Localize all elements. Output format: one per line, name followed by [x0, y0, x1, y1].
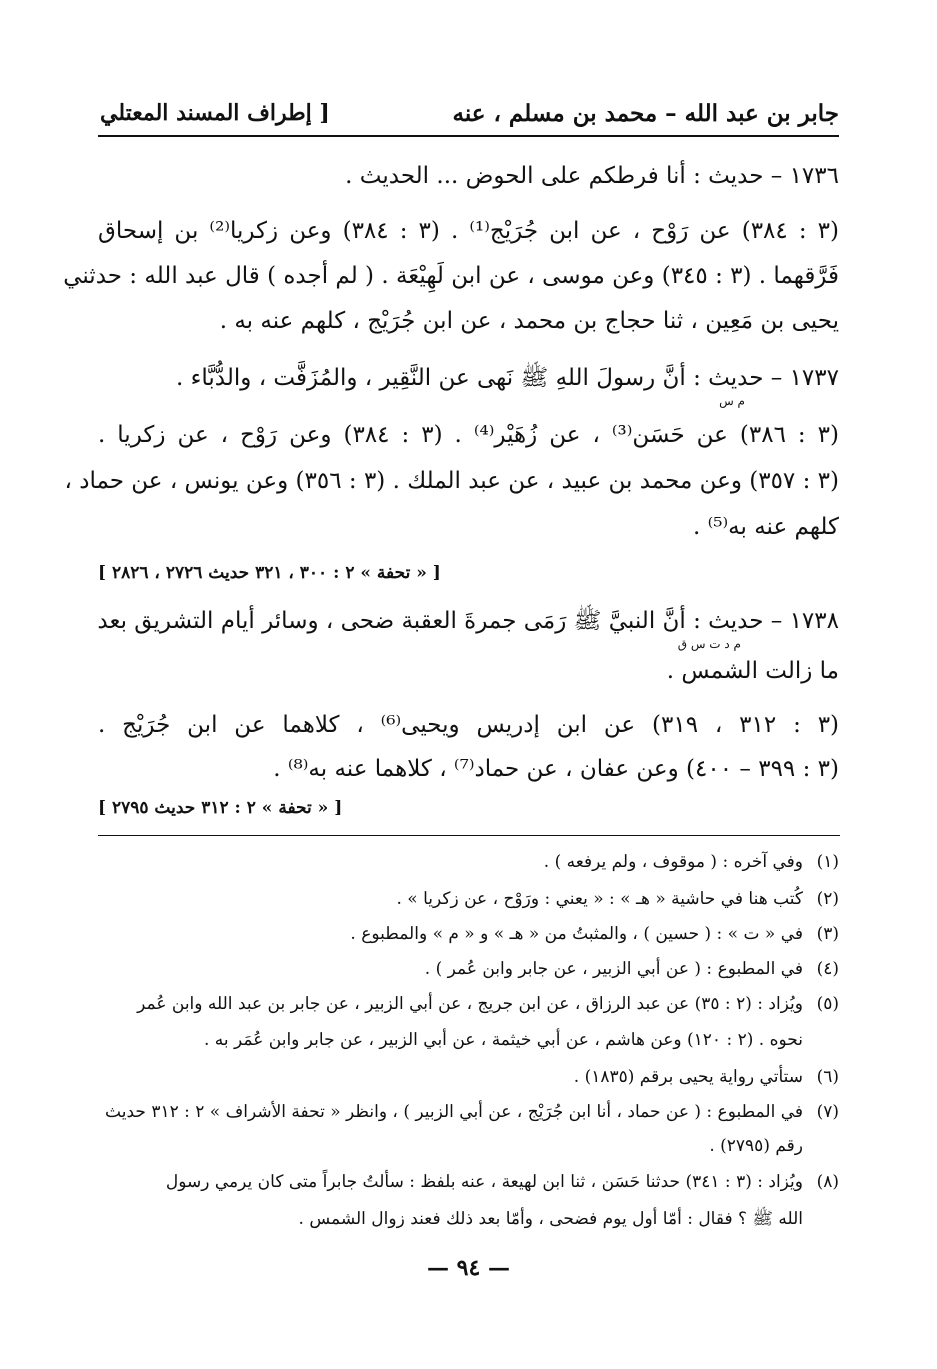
entry-1737-line-1: ١٧٣٧ – حديث : أنَّ رسولَ اللهِ ﷺ نَهى عن النَّقِير ، والمُزَفَّت ، والدُّبَّاء . [175, 365, 839, 391]
footnote-number: (١) [816, 852, 839, 872]
entry-1738-line-2: ما زالت الشمس . [666, 658, 839, 684]
entry-1737-line-3: (٣ : ٣٥٧) وعن محمد بن عبيد ، عن عبد الملك . (٣ : ٣٥٦) وعن يونس ، عن حماد ، [64, 468, 839, 494]
entry-1737-line-4: كلهم عنه به⁽⁵⁾ . [693, 514, 839, 540]
footnote-8-continuation: الله ﷺ ؟ فقال : أمّا أول يوم فضحى ، وأمّا بعد ذلك فعند زوال الشمس . [298, 1209, 803, 1229]
footnote-text: كُتب هنا في حاشية « هـ » : « يعني : ورَوْح ، عن زكريا » . [396, 889, 803, 909]
footnote-rule [98, 835, 840, 836]
entry-1738-line-3: (٣ : ٣١٢ ، ٣١٩) عن ابن إدريس ويحيى⁽⁶⁾ ، كلاهما عن ابن جُرَيْج . [98, 712, 840, 738]
footnote-text: في المطبوع : ( عن أبي الزبير ، عن جابر وابن عُمر ) . [424, 959, 803, 979]
entry-1737-tuhfa-ref: [ « تحفة » ٢ : ٣٠٠ ، ٣٢١ حديث ٢٧٢٦ ، ٢٨٢٦ ] [98, 563, 441, 583]
footnote-3 [98, 925, 839, 945]
entry-1738-line-1: ١٧٣٨ – حديث : أنَّ النبيَّ ﷺ رَمَى جمرةَ العقبة ضحى ، وسائر أيام التشريق بعد [97, 608, 839, 634]
footnote-4 [98, 960, 839, 980]
footnote-5-continuation: نحوه . (٢ : ١٢٠) وعن هاشم ، عن أبي خيثمة ، عن أبي الزبير ، عن جابر وابن عُمَر به . [203, 1030, 803, 1050]
footnote-text: وفي آخره : ( موقوف ، ولم يرفعه ) . [543, 852, 803, 872]
footnote-number: (٣) [816, 924, 839, 944]
footnote-number: (٢) [816, 889, 839, 909]
footnote-5 [98, 995, 839, 1015]
footnote-text: في المطبوع : ( عن حماد ، أنا ابن جُرَيْج ، عن أبي الزبير ) ، وانظر « تحفة الأشراف » ٢ : ٣١٢ حديث [105, 1102, 803, 1122]
footnote-6 [98, 1068, 839, 1088]
running-title: جابر بن عبد الله – محمد بن مسلم ، عنه [452, 100, 839, 127]
footnote-text: ويُزاد : (٣ : ٣٤١) حدثنا حَسَن ، ثنا ابن لهيعة ، عنه بلفظ : سألتُ جابراً متى كان يرمي رسول [165, 1172, 803, 1192]
footnote-number: (٧) [816, 1102, 839, 1122]
footnote-1 [98, 853, 839, 873]
entry-1736-line-2: (٣ : ٣٨٤) عن رَوْح ، عن ابن جُرَيْج⁽¹⁾ . (٣ : ٣٨٤) وعن زكريا⁽²⁾ بن إسحاق [98, 218, 840, 244]
book-title: [ إطراف المسند المعتلي [100, 100, 330, 126]
footnote-7 [98, 1103, 839, 1123]
entry-1738-line-4: (٣ : ٣٩٩ – ٤٠٠) وعن عفان ، عن حماد⁽⁷⁾ ، كلاهما عنه به⁽⁸⁾ . [273, 756, 839, 782]
footnote-7-continuation: رقم (٢٧٩٥) . [709, 1136, 803, 1156]
footnote-number: (٨) [816, 1172, 839, 1192]
footnote-number: (٥) [816, 994, 839, 1014]
footnote-text: في « ت » : ( حسين ) ، والمثبتُ من « هـ » و « م » والمطبوع . [350, 924, 803, 944]
entry-1736-line-1: ١٧٣٦ – حديث : أنا فرطكم على الحوض ... الحديث . [345, 163, 839, 189]
entry-1736-line-3: فَرَّقهما . (٣ : ٣٤٥) وعن موسى ، عن ابن لَهِيْعَة . ( لم أجده ) قال عبد الله : حدثني [63, 263, 839, 289]
footnote-number: (٦) [816, 1067, 839, 1087]
header-rule [98, 135, 839, 137]
entry-1738-sigla: م د ت س ق [677, 637, 741, 651]
footnote-text: ويُزاد : (٢ : ٣٥) عن عبد الرزاق ، عن ابن جريج ، عن أبي الزبير ، عن جابر بن عبد الله وابن عُمر [137, 994, 803, 1014]
page-number: — ٩٤ — [427, 1255, 510, 1281]
entry-1736-line-4: يحيى بن مَعِين ، ثنا حجاج بن محمد ، عن ابن جُرَيْج ، كلهم عنه به . [219, 308, 839, 334]
entry-1737-sigla: م س [719, 394, 745, 408]
footnote-8 [98, 1173, 839, 1193]
footnote-text: ستأتي رواية يحيى برقم (١٨٣٥) . [573, 1067, 803, 1087]
footnote-number: (٤) [816, 959, 839, 979]
footnote-2 [98, 890, 839, 910]
entry-1738-tuhfa-ref: [ « تحفة » ٢ : ٣١٢ حديث ٢٧٩٥ ] [98, 798, 343, 818]
entry-1737-line-2: (٣ : ٣٨٦) عن حَسَن⁽³⁾ ، عن زُهَيْر⁽⁴⁾ . (٣ : ٣٨٤) وعن رَوْح ، عن زكريا . [98, 422, 839, 448]
